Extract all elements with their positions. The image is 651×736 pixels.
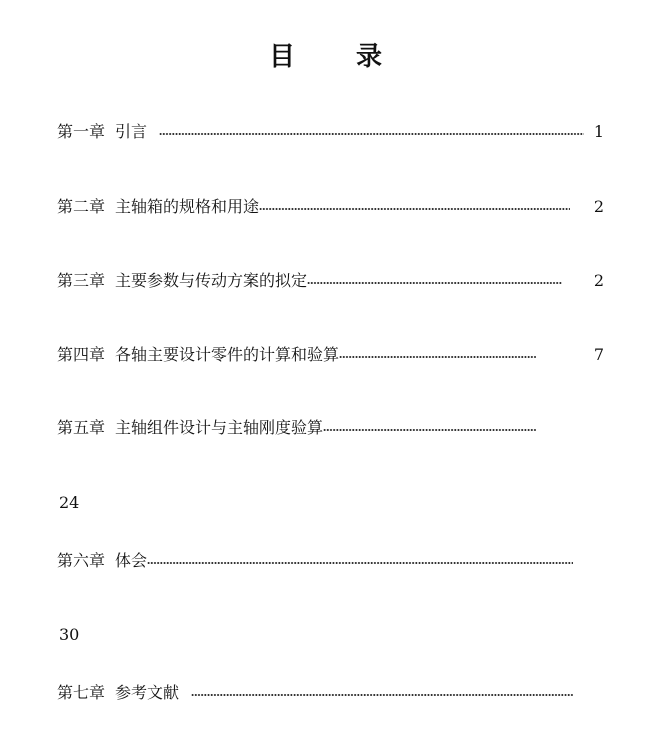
toc-entry-6[interactable]: [57, 548, 573, 572]
dot-leader: [259, 206, 570, 212]
chapter-number: 第一章: [57, 122, 106, 141]
page-title: 目 录: [268, 42, 409, 72]
chapter-title: 主轴组件设计与主轴刚度验算: [115, 418, 324, 437]
chapter-number: 第七章: [57, 683, 106, 702]
page-number: 2: [593, 197, 604, 216]
chapter-title: 参考文献: [115, 683, 180, 702]
chapter-title: 主轴箱的规格和用途: [115, 197, 260, 216]
dot-leader: [147, 560, 573, 566]
chapter-number: 第四章: [57, 345, 106, 364]
page-number: 30: [59, 625, 80, 644]
chapter-title: 体会: [115, 551, 148, 570]
toc-entry-4[interactable]: [57, 342, 536, 366]
dot-leader: [191, 692, 573, 698]
toc-entry-5[interactable]: [57, 415, 536, 439]
dot-leader: [323, 427, 536, 433]
page-number: 24: [59, 493, 80, 512]
toc-entry-1[interactable]: [57, 119, 584, 143]
toc-entry-3[interactable]: [57, 268, 562, 292]
dot-leader: [307, 280, 562, 286]
dot-leader: [159, 131, 584, 137]
chapter-number: 第二章: [57, 197, 106, 216]
toc-entry-7[interactable]: [57, 680, 573, 704]
page-number: 1: [593, 122, 604, 141]
chapter-title: 主要参数与传动方案的拟定: [115, 271, 308, 290]
chapter-number: 第六章: [57, 551, 106, 570]
chapter-number: 第五章: [57, 418, 106, 437]
chapter-title: 各轴主要设计零件的计算和验算: [115, 345, 340, 364]
page-number: 2: [593, 271, 604, 290]
page-number: 7: [593, 345, 604, 364]
chapter-number: 第三章: [57, 271, 106, 290]
chapter-title: 引言: [115, 122, 148, 141]
toc-entry-2[interactable]: [57, 194, 570, 218]
dot-leader: [339, 354, 536, 360]
